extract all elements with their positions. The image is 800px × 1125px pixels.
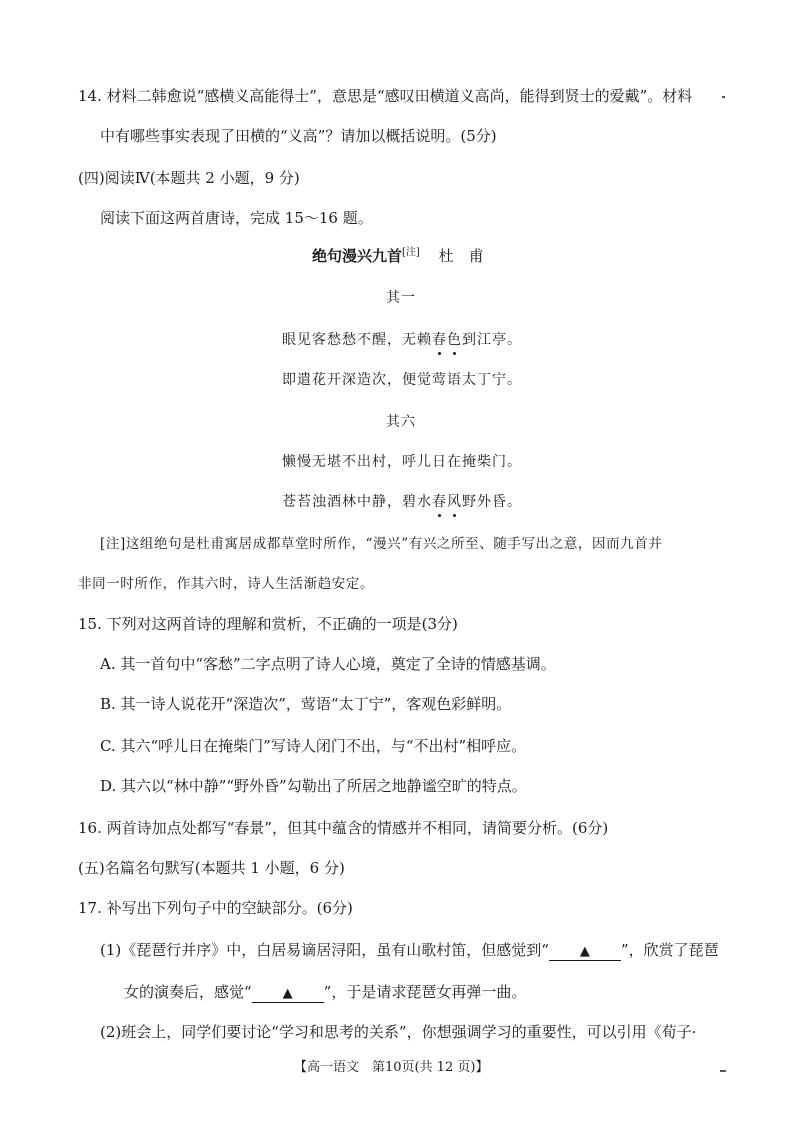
q17-item1-text-d: ”，于是请求琵琶女再弹一曲。	[323, 983, 527, 1001]
scan-mark	[720, 1070, 726, 1072]
q17-item1-text-b: ”，欣赏了琵琶	[620, 941, 719, 959]
q15-option-a: A. 其一首句中“客愁”二字点明了诗人心境，奠定了全诗的情感基调。	[100, 655, 556, 673]
poem-part2-line2	[282, 492, 522, 512]
q14-line2: 中有哪些事实表现了田横的“义高”？请加以概括说明。(5分)	[100, 127, 497, 145]
poem-title: 绝句漫兴九首	[312, 247, 403, 265]
q17-stem: 17. 补写出下列句子中的空缺部分。(6分)	[78, 899, 353, 917]
poem-part2-line2-b: 野外昏。	[462, 494, 522, 510]
q17-item1-line2	[124, 982, 526, 1003]
poem-title-line	[312, 246, 484, 266]
emphasis-char: 风	[447, 494, 462, 510]
q17-item1-text-a: (1)《琵琶行并序》中，白居易谪居浔阳，虽有山歌村笛，但感觉到“	[100, 941, 549, 959]
section4-heading: (四)阅读Ⅳ(本题共 2 小题，9 分)	[78, 169, 300, 187]
q15-option-c: C. 其六“呼儿日在掩柴门”写诗人闭门不出，与“不出村”相呼应。	[100, 737, 527, 755]
poem-part2-line1: 懒慢无堪不出村，呼儿日在掩柴门。	[282, 454, 522, 470]
poem-part1-line2: 即遣花开深造次，便觉莺语太丁宁。	[282, 372, 522, 388]
q15-option-b: B. 其一诗人说花开“深造次”，莺语“太丁宁”，客观色彩鲜明。	[100, 695, 512, 713]
q17-item1-text-c: 女的演奏后，感觉“	[124, 983, 252, 1001]
emphasis-char: 色	[447, 332, 462, 348]
q16-stem: 16. 两首诗加点处都写“春景”，但其中蕴含的情感并不相同，请简要分析。(6分)	[78, 819, 609, 837]
poem-author: 杜 甫	[438, 247, 484, 265]
poem-part1-line1-a: 眼见客愁愁不醒，无赖	[282, 332, 432, 348]
poem-part1-line1-b: 到江亭。	[462, 332, 522, 348]
section4-intro: 阅读下面这两首唐诗，完成 15～16 题。	[100, 209, 373, 227]
answer-blank: ▲	[549, 944, 621, 961]
emphasis-char: 春	[432, 494, 447, 510]
section5-heading: (五)名篇名句默写(本题共 1 小题，6 分)	[78, 859, 345, 877]
answer-blank: ▲	[252, 986, 324, 1003]
scan-mark	[722, 96, 725, 98]
poem-part2-heading: 其六	[386, 414, 416, 430]
emphasis-char: 春	[432, 332, 447, 348]
poem-note-mark: [注]	[402, 247, 420, 258]
poem-annotation-line2: 非同一时所作，作其六时，诗人生活渐趋安定。	[78, 576, 375, 592]
poem-part1-heading: 其一	[386, 290, 416, 306]
q17-item2: (2)班会上，同学们要讨论“学习和思考的关系”，你想强调学习的重要性，可以引用《荀子·	[100, 1023, 697, 1041]
page-footer: 【高一语文 第10页(共 12 页)】	[294, 1060, 489, 1075]
q15-option-d: D. 其六以“林中静”“野外昏”勾勒出了所居之地静谧空旷的特点。	[100, 777, 527, 795]
q15-stem: 15. 下列对这两首诗的理解和赏析，不正确的一项是(3分)	[78, 615, 458, 633]
poem-part2-line2-a: 苍苔浊酒林中静，碧水	[282, 494, 432, 510]
q14-line1: 14. 材料二韩愈说“感横义高能得士”，意思是“感叹田横道义高尚，能得到贤士的爱戴”。材料	[78, 87, 693, 105]
poem-part1-line1	[282, 330, 522, 350]
q17-item1-line1	[100, 940, 719, 961]
poem-annotation-line1: [注]这组绝句是杜甫寓居成都草堂时所作，“漫兴”有兴之所至、随手写出之意，因而九首并	[100, 536, 663, 552]
